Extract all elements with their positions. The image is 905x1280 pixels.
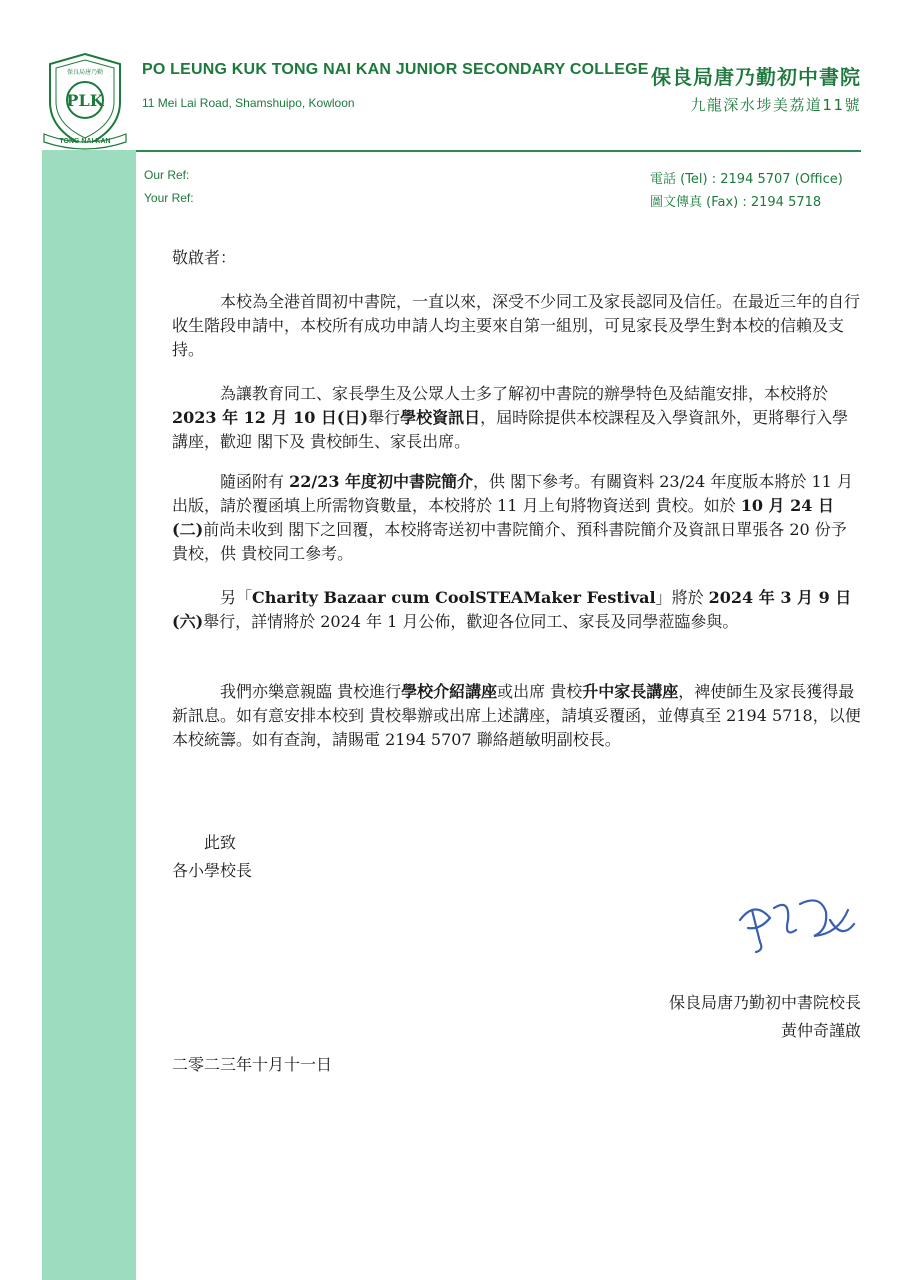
festival-date: 2024 年 3 月 9 日(六) — [172, 588, 852, 631]
school-name-zh: 保良局唐乃勤初中書院 — [651, 65, 861, 89]
school-crest-logo — [40, 50, 130, 150]
paragraph-1: 本校為全港首間初中書院，一直以來，深受不少同工及家長認同及信任。在最近三年的自行收生階段申請中，本校所有成功申請人均主要來自第一組別，可見家長及學生對本校的信賴及支持。 — [172, 292, 861, 359]
green-sidebar-band — [42, 150, 136, 1280]
paragraph-4: 另「Charity Bazaar cum CoolSTEAMaker Festival」將於 2024 年 3 月 9 日(六)舉行，詳情將於 2024 年 1 月公佈，歡迎各位同工、家長及同學蒞臨參與。 — [172, 588, 852, 631]
principal-signature — [730, 890, 860, 960]
paragraph-3: 隨函附有 22/23 年度初中書院簡介，供 閣下參考。有關資料 23/24 年度版本將於 11 月出版，請於覆函填上所需物資數量，本校將於 11 月上旬將物資送到 貴校。如於 10 月 24 日(二)前尚未收到 閣下之回覆，本校將寄送初中書院簡介、預科書院簡介及資訊日單張各 20 份予 貴校，供 貴校同工參考。 — [172, 472, 853, 563]
header-divider — [136, 150, 861, 152]
festival-name: Charity Bazaar cum CoolSTEAMaker Festival — [252, 588, 656, 607]
paragraph-5: 我們亦樂意親臨 貴校進行學校介紹講座或出席 貴校升中家長講座，裨使師生及家長獲得最新訊息。如有意安排本校到 貴校舉辦或出席上述講座，請填妥覆函，並傳真至 2194 5718，以便本校統籌。如有查詢，請賜電 2194 5707 聯絡趙敏明副校長。 — [172, 682, 861, 749]
school-address-zh: 九龍深水埗美荔道11號 — [690, 96, 861, 114]
your-ref-label: Your Ref: — [144, 191, 194, 205]
letter-date: 二零二三年十月十一日 — [172, 1055, 333, 1074]
info-day-date: 2023 年 12 月 10 日(日) — [172, 408, 369, 427]
recipient-line: 各小學校長 — [172, 861, 253, 880]
closing-phrase: 此致 — [204, 833, 237, 852]
signer-name: 黃仲奇謹啟 — [780, 1021, 861, 1040]
telephone-number: 電話 (Tel) : 2194 5707 (Office) — [650, 172, 843, 187]
school-address-en: 11 Mei Lai Road, Shamshuipo, Kowloon — [142, 96, 355, 110]
reply-deadline: 10 月 24 日(二) — [172, 496, 834, 539]
svg-text:保良局唐乃勤: 保良局唐乃勤 — [66, 69, 104, 76]
parent-talk-title: 升中家長講座 — [582, 682, 679, 701]
salutation: 敬啟者： — [172, 248, 237, 267]
prospectus-title: 22/23 年度初中書院簡介 — [289, 472, 474, 491]
svg-text:PLK: PLK — [66, 91, 104, 110]
fax-number: 圖文傳真 (Fax) : 2194 5718 — [650, 195, 822, 210]
info-day-title: 學校資訊日 — [400, 408, 481, 427]
paragraph-2: 為讓教育同工、家長學生及公眾人士多了解初中書院的辦學特色及結龍安排，本校將於 2023 年 12 月 10 日(日)舉行學校資訊日，屆時除提供本校課程及入學資訊外，更將舉行入學講座，歡迎 閣下及 貴校師生、家長出席。 — [172, 384, 849, 451]
svg-text:TONG NAI KAN: TONG NAI KAN — [59, 138, 111, 145]
school-name-en: PO LEUNG KUK TONG NAI KAN JUNIOR SECONDARY COLLEGE — [142, 61, 649, 78]
signer-title: 保良局唐乃勤初中書院校長 — [668, 993, 861, 1012]
our-ref-label: Our Ref: — [144, 168, 190, 182]
school-talk-title: 學校介紹講座 — [401, 682, 498, 701]
